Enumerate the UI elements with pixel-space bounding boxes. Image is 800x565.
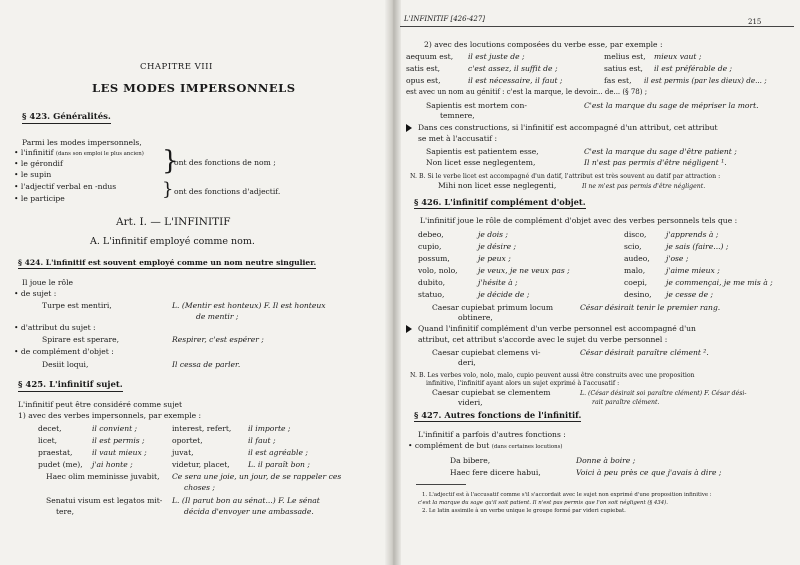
genitive-line: est avec un nom au génitif : c'est la marque, le devoir... de... (§ 78) ; bbox=[406, 88, 648, 96]
s425-item2: 2) avec des locutions composées du verbe esse, par exemple : bbox=[424, 40, 663, 49]
s425-ex4-french-a: Ce sera une joie, un jour, de se rappeler ces bbox=[172, 472, 342, 481]
caesar1-french: César désirait tenir le premier rang. bbox=[580, 303, 721, 312]
s427-intro: L'infinitif a parfois d'autres fonctions : bbox=[418, 430, 566, 439]
s424-line1: Il joue le rôle bbox=[22, 278, 74, 287]
s424-ex1-french-a: L. (Mentir est honteux) F. Il est honteux bbox=[172, 301, 326, 310]
nb-volo-a: N. B. Les verbes volo, nolo, malo, cupio peuvent aussi être construits avec une proposition bbox=[410, 372, 695, 379]
verb-latin: malo, bbox=[624, 266, 646, 275]
brace-adjectif: } bbox=[162, 179, 174, 200]
footnote-2: 2. Le latin assimile à un verbe unique le groupe formé par videri cupiebat. bbox=[422, 508, 626, 514]
s424-ex3-french: Il cessa de parler. bbox=[172, 360, 241, 369]
s427-ex1-latin: Da bibere, bbox=[450, 456, 491, 465]
verb-latin: interest, refert, bbox=[172, 424, 232, 433]
verb-latin: oportet, bbox=[172, 436, 203, 445]
s424-ex2-french: Respirer, c'est espérer ; bbox=[172, 335, 264, 344]
verb-french: je désire ; bbox=[478, 242, 517, 251]
caesar2-french: César désirait paraître clément ². bbox=[580, 348, 709, 357]
caesar3-french-b: rait paraître clément. bbox=[592, 399, 660, 406]
sap1-latin-a: Sapientis est mortem con- bbox=[426, 101, 527, 110]
sap2-french: C'est la marque du sage d'être patient ; bbox=[584, 147, 737, 156]
section-426-heading: § 426. L'infinitif complément d'objet. bbox=[414, 197, 586, 207]
esse-french: il est permis (par les dieux) de... ; bbox=[644, 76, 767, 85]
section-427-heading: § 427. Autres fonctions de l'infinitif. bbox=[414, 410, 582, 420]
s425-ex5-latin-b: tere, bbox=[56, 507, 75, 516]
mihi-latin: Mihi non licet esse neglegenti, bbox=[438, 181, 557, 190]
esse-latin: fas est, bbox=[604, 76, 632, 85]
s424-ex3-latin: Desiit loqui, bbox=[42, 360, 89, 369]
mihi-french: Il ne m'est pas permis d'être négligent. bbox=[582, 183, 706, 190]
s425-item1: 1) avec des verbes impersonnels, par exemple : bbox=[18, 411, 202, 420]
brace-nom-text: ont des fonctions de nom ; bbox=[174, 158, 276, 167]
verb-latin: scio, bbox=[624, 242, 642, 251]
s424-role-objet: • de complément d'objet : bbox=[14, 347, 114, 356]
footnote-rule bbox=[416, 484, 466, 485]
verb-french: je décide de ; bbox=[478, 290, 530, 299]
sap1-latin-b: temnere, bbox=[440, 111, 475, 120]
list-item-infinitif: • l'infinitif (dans son emploi le plus ancien) bbox=[14, 148, 144, 157]
verb-french: j'aime mieux ; bbox=[666, 266, 720, 275]
s426-intro: L'infinitif joue le rôle de complément d'objet avec des verbes personnels tels que : bbox=[420, 216, 738, 225]
verb-latin: disco, bbox=[624, 230, 647, 239]
chapter-title: LES MODES IMPERSONNELS bbox=[92, 81, 296, 95]
esse-french: il est préférable de ; bbox=[654, 64, 733, 73]
verb-french: je commençai, je me mis à ; bbox=[666, 278, 773, 287]
verb-french: je cesse de ; bbox=[666, 290, 714, 299]
verb-latin: volo, nolo, bbox=[418, 266, 458, 275]
verb-french: il importe ; bbox=[248, 424, 291, 433]
verb-french: j'apprends à ; bbox=[666, 230, 719, 239]
s427-ex2-latin: Haec fere dicere habui, bbox=[450, 468, 541, 477]
s427-item: • complément de but (dans certaines locutions) bbox=[408, 441, 563, 450]
page-number: 215 bbox=[748, 18, 762, 26]
s425-ex5-french-a: L. (Il parut bon au sénat...) F. Le sénat bbox=[172, 496, 320, 505]
verb-latin: licet, bbox=[38, 436, 58, 445]
verb-french: je dois ; bbox=[478, 230, 508, 239]
verb-french: L. il paraît bon ; bbox=[248, 460, 310, 469]
non-licet-french: Il n'est pas permis d'être négligent ¹. bbox=[584, 158, 727, 167]
verb-latin: statuo, bbox=[418, 290, 445, 299]
verb-french: je sais (faire...) ; bbox=[666, 242, 729, 251]
nb-volo-b: infinitive, l'infinitif ayant alors un sujet exprimé à l'accusatif : bbox=[426, 380, 620, 387]
verb-french: j'ose ; bbox=[666, 254, 689, 263]
footnote-1a: 1. L'adjectif est à l'accusatif comme s'il s'accordait avec le sujet non exprimé d'une proposition infinitive : bbox=[422, 492, 712, 498]
verb-latin: pudet (me), bbox=[38, 460, 83, 469]
list-item-supin: • le supin bbox=[14, 170, 52, 179]
chapter-label: CHAPITRE VIII bbox=[140, 62, 213, 72]
verb-french: il est agréable ; bbox=[248, 448, 308, 457]
subsection-a-title: A. L'infinitif employé comme nom. bbox=[90, 236, 255, 247]
verb-french: il convient ; bbox=[92, 424, 138, 433]
verb-latin: debeo, bbox=[418, 230, 444, 239]
brace-nom: } bbox=[162, 146, 179, 176]
article-title: Art. I. — L'INFINITIF bbox=[116, 216, 231, 228]
non-licet-latin: Non licet esse neglegentem, bbox=[426, 158, 536, 167]
s427-ex1-french: Donne à boire ; bbox=[576, 456, 636, 465]
section-425-heading: § 425. L'infinitif sujet. bbox=[18, 380, 123, 390]
s424-ex1-latin: Turpe est mentiri, bbox=[42, 301, 112, 310]
s424-role-sujet: • de sujet : bbox=[14, 289, 57, 298]
caesar1-latin-a: Caesar cupiebat primum locum bbox=[432, 303, 554, 312]
s425-ex4-latin: Haec olim meminisse juvabit, bbox=[46, 472, 160, 481]
verb-french: il vaut mieux ; bbox=[92, 448, 147, 457]
sap1-french: C'est la marque du sage de mépriser la mort. bbox=[584, 101, 759, 110]
s423-intro: Parmi les modes impersonnels, bbox=[22, 138, 142, 147]
verb-french: je peux ; bbox=[478, 254, 511, 263]
caesar2-latin-b: deri, bbox=[458, 358, 476, 367]
right-page bbox=[396, 0, 800, 565]
attr-line-a: Dans ces constructions, si l'infinitif est accompagné d'un attribut, cet attribut bbox=[418, 123, 718, 132]
verb-latin: coepi, bbox=[624, 278, 648, 287]
verb-latin: audeo, bbox=[624, 254, 650, 263]
s427-ex2-french: Voici à peu près ce que j'avais à dire ; bbox=[576, 468, 722, 477]
esse-latin: aequum est, bbox=[406, 52, 454, 61]
quand-line-a: Quand l'infinitif complément d'un verbe personnel est accompagné d'un bbox=[418, 324, 696, 333]
verb-french: j'ai honte ; bbox=[92, 460, 133, 469]
list-item-participe: • le participe bbox=[14, 194, 65, 203]
verb-latin: juvat, bbox=[172, 448, 194, 457]
verb-french: j'hésite à ; bbox=[478, 278, 518, 287]
section-424-heading: § 424. L'infinitif est souvent employé comme un nom neutre singulier. bbox=[18, 258, 317, 267]
running-head: L'INFINITIF [426-427] bbox=[404, 15, 486, 23]
s424-role-attribut: • d'attribut du sujet : bbox=[14, 323, 96, 332]
pointer-triangle-icon bbox=[406, 325, 412, 333]
esse-french: c'est assez, il suffit de ; bbox=[468, 64, 558, 73]
esse-french: mieux vaut ; bbox=[654, 52, 702, 61]
pointer-triangle-icon bbox=[406, 124, 412, 132]
verb-latin: decet, bbox=[38, 424, 62, 433]
caesar1-latin-b: obtinere, bbox=[458, 313, 493, 322]
left-page bbox=[0, 0, 392, 565]
verb-latin: dubito, bbox=[418, 278, 446, 287]
verb-latin: praestat, bbox=[38, 448, 73, 457]
section-423-heading: § 423. Généralités. bbox=[22, 112, 111, 122]
s425-ex5-latin-a: Senatui visum est legatos mit- bbox=[46, 496, 163, 505]
verb-french: il faut ; bbox=[248, 436, 276, 445]
quand-line-b: attribut, cet attribut s'accorde avec le sujet du verbe personnel : bbox=[418, 335, 668, 344]
verb-latin: cupio, bbox=[418, 242, 442, 251]
esse-latin: satius est, bbox=[604, 64, 643, 73]
s425-intro: L'infinitif peut être considéré comme sujet bbox=[18, 400, 183, 409]
caesar3-latin-b: videri, bbox=[458, 398, 483, 407]
list-item-gerondif: • le gérondif bbox=[14, 159, 63, 168]
sap2-latin: Sapientis est patientem esse, bbox=[426, 147, 539, 156]
esse-french: il est nécessaire, il faut ; bbox=[468, 76, 563, 85]
verb-french: il est permis ; bbox=[92, 436, 145, 445]
verb-latin: videtur, placet, bbox=[172, 460, 230, 469]
esse-latin: satis est, bbox=[406, 64, 441, 73]
footnote-1b: c'est la marque du sage qu'il soit patient. Il n'est pas permis que l'on soit négligent (§ 434). bbox=[418, 500, 668, 506]
verb-latin: desino, bbox=[624, 290, 652, 299]
verb-french: je veux, je ne veux pas ; bbox=[478, 266, 570, 275]
esse-latin: opus est, bbox=[406, 76, 441, 85]
esse-latin: melius est, bbox=[604, 52, 646, 61]
s424-ex2-latin: Spirare est sperare, bbox=[42, 335, 119, 344]
s425-ex5-french-b: décida d'envoyer une ambassade. bbox=[184, 507, 314, 516]
verb-latin: possum, bbox=[418, 254, 450, 263]
caesar3-latin-a: Caesar cupiebat se clementem bbox=[432, 388, 551, 397]
s424-ex1-french-b: de mentir ; bbox=[196, 312, 239, 321]
esse-french: il est juste de ; bbox=[468, 52, 525, 61]
s425-ex4-french-b: choses ; bbox=[184, 483, 215, 492]
attr-line-b: se met à l'accusatif : bbox=[418, 134, 498, 143]
list-item-adjectif-verbal: • l'adjectif verbal en -ndus bbox=[14, 182, 117, 191]
nb-licet: N. B. Si le verbe licet est accompagné d'un datif, l'attribut est très souvent au datif par attraction : bbox=[410, 173, 721, 180]
header-rule bbox=[400, 26, 794, 27]
caesar3-french-a: L. (César désirait soi paraître clément) F. César dési- bbox=[580, 390, 747, 397]
brace-adjectif-text: ont des fonctions d'adjectif. bbox=[174, 187, 281, 196]
caesar2-latin-a: Caesar cupiebat clemens vi- bbox=[432, 348, 541, 357]
